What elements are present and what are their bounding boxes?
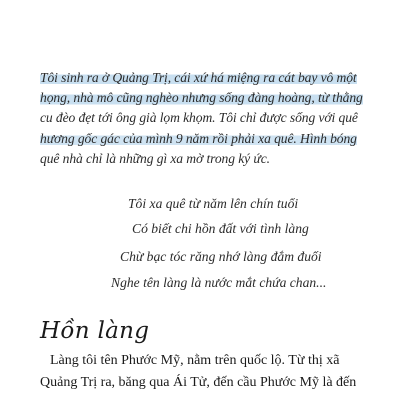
intro-line-1 — [40, 68, 392, 88]
body-line-2: Quảng Trị ra, băng qua Ái Tử, đến cầu Phước Mỹ là đến — [40, 374, 357, 390]
section-title: Hồn làng — [40, 318, 150, 344]
highlighted-text: Tôi sinh ra ở Quảng Trị, cái xứ há miệng ra cát bay vô một — [40, 70, 357, 85]
poem-line-1: Tôi xa quê từ năm lên chín tuổi — [128, 196, 299, 211]
highlighted-text: họng, nhà mô cũng nghèo nhưng sống đàng hoàng, từ thằng — [40, 90, 363, 106]
intro-line-4 — [40, 129, 392, 149]
intro-line-5: quê nhà chỉ là những gì xa mờ trong ký ức. — [40, 150, 270, 166]
highlighted-text: hương gốc gác của mình 9 năm rồi phải xa quê. Hình bóng — [40, 130, 357, 146]
body-paragraph — [40, 350, 392, 393]
intro-paragraph — [40, 68, 392, 169]
body-line-1: Làng tôi tên Phước Mỹ, nằm trên quốc lộ. Từ thị xã — [50, 353, 340, 368]
poem-line-3: Chừ bạc tóc răng nhớ làng đắm đuối — [120, 249, 322, 264]
intro-line-3: cu đèo đẹt tới ông già lọm khọm. Tôi chỉ được sống với quê — [40, 110, 358, 126]
poem-line-2: Có biết chi hồn đất với tình làng — [132, 221, 309, 236]
poem-line-4: Nghe tên làng là nước mắt chứa chan... — [111, 275, 327, 290]
intro-line-2 — [40, 88, 392, 108]
